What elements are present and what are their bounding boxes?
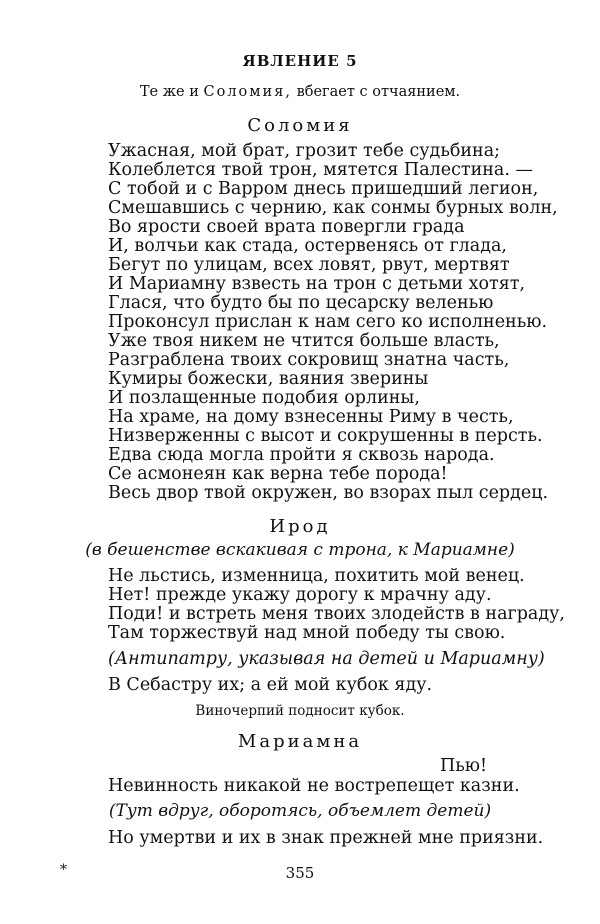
verse-line: Разграблена твоих сокровищ знатна часть, [108, 350, 510, 370]
verse-line: И позлащенные подобия орлины, [108, 388, 420, 408]
verse-line: Весь двор твой окружен, во взорах пыл сердец. [108, 483, 549, 503]
verse-line-pyu: Пью! [440, 756, 488, 776]
page-number: 355 [285, 864, 315, 882]
verse-line: На храме, на дому взнесенны Риму в честь, [108, 407, 514, 427]
cupbearer-note: Виночерпий подносит кубок. [195, 703, 405, 719]
verse-line: Во ярости своей врата повергли града [108, 217, 465, 237]
verse-line: Бегут по улицам, всех ловят, рвут, мертвят [108, 255, 510, 275]
irod-stage-direction-2: (Антипатру, указывая на детей и Мариамну) [108, 649, 545, 669]
note-before: Те же и [139, 84, 204, 100]
speaker-solomia: Соломия [247, 115, 353, 136]
scene-stage-direction [0, 84, 600, 100]
verse-line: Но умертви и их в знак прежней мне приязни. [108, 828, 544, 848]
footnote-star: * [60, 862, 67, 878]
verse-line: И Мариамну взвесть на трон с детьми хотят, [108, 274, 526, 294]
verse-line: Нет! прежде укажу дорогу к мрачну аду. [108, 585, 492, 605]
verse-line: Не льстись, изменница, похитить мой венец. [108, 566, 525, 586]
note-name: Соломия, [203, 84, 292, 100]
speaker-mariamna: Мариамна [237, 731, 363, 752]
verse-line: Там торжествуй над мной победу ты свою. [108, 623, 506, 643]
verse-line: Низверженны с высот и сокрушенны в персть. [108, 426, 543, 446]
verse-line: Колеблется твой трон, мятется Палестина. — [108, 160, 533, 180]
irod-stage-direction: (в бешенстве вскакивая с трона, к Мариамне) [85, 540, 515, 560]
scene-title: ЯВЛЕНИЕ 5 [242, 52, 358, 70]
verse-line: Смешавшись с чернию, как сонмы бурных волн, [108, 198, 558, 218]
verse-line: И, волчьи как стада, остервенясь от глада, [108, 236, 507, 256]
verse-line: Проконсул прислан к нам сего ко исполненью. [108, 312, 548, 332]
mariamna-stage-direction: (Тут вдруг, оборотясь, объемлет детей) [108, 801, 492, 821]
verse-line: Се асмонеян как верна тебе порода! [108, 464, 448, 484]
note-after: вбегает с отчаянием. [291, 84, 461, 100]
verse-line: Едва сюда могла пройти я сквозь народа. [108, 445, 495, 465]
verse-line: Кумиры божески, ваяния зверины [108, 369, 429, 389]
verse-line: Уже твоя никем не чтится больше власть, [108, 331, 500, 351]
speaker-irod: Ирод [269, 516, 331, 537]
verse-line: С тобой и с Варром днесь пришедший легион, [108, 179, 539, 199]
verse-line: Невинность никакой не вострепещет казни. [108, 776, 520, 796]
verse-line: Ужасная, мой брат, грозит тебе судьбина; [108, 141, 501, 161]
verse-line: Глася, что будто бы по цесарску веленью [108, 293, 494, 313]
verse-line: В Себастру их; а ей мой кубок яду. [108, 675, 433, 695]
verse-line: Поди! и встреть меня твоих злодейств в награду, [108, 604, 565, 624]
